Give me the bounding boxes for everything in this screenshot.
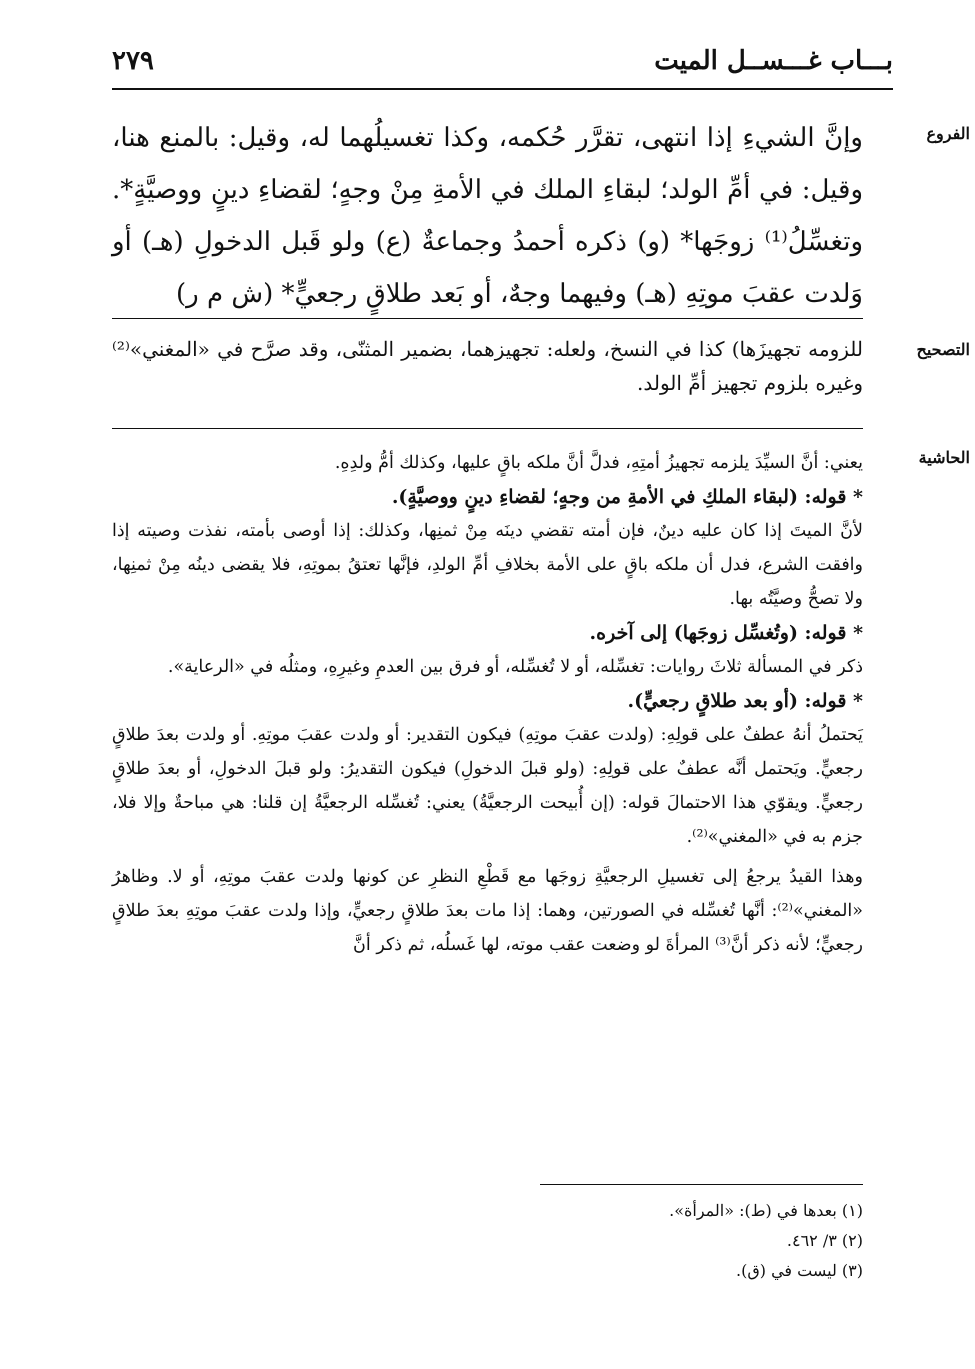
hashia-paragraph-2: ذكر في المسألة ثلاثَ روايات: تغسِّله، أو لا تُغسِّله، أو فرق بين العدمِ وغيرِهِ، ومثلُه في «الرعاية». — [167, 657, 863, 677]
footnote-1: (١) بعدها في (ط): «المرأة». — [669, 1201, 863, 1220]
hashia-section — [112, 446, 863, 962]
hashia-intro: يعني: أنَّ السيِّدَ يلزمه تجهيزُ أمتِهِ، فدلَّ أنَّ ملكه باقٍ عليها، وكذلك أمُّ ولدِهِ. — [334, 453, 863, 473]
label-tashih: التصحيح — [916, 340, 970, 359]
hashia-paragraph-1: لأنَّ الميتَ إذا كان عليه دينٌ، فإن أمته تقضي دينَه مِنْ ثمنِها، وكذلك: إذا أوصى بأمته، نفذت وصيته إذا وافقت الشرع، فدل أن ملكه باقٍ على الأمة بخلافِ أمِّ الولدِ، فإنَّها تعتقُ بموتِهِ، فلا يقضى دينُه مِنْ ثمنِها، ولا تصحُّ وصيَّتُه بها. — [112, 521, 863, 609]
page-header — [112, 40, 893, 86]
tashih-text: للزومه تجهيزَها) كذا في النسخ، ولعله: تجهيزهما، بضمير المثنّى، وقد صرَّح في «المغني»⁽²⁾ وغيره بلزوم تجهيز أمِّ الولد. — [112, 337, 863, 395]
qawl-heading-2: * قوله: (وتُغسِّل زوجَها) إلى آخره. — [589, 622, 863, 644]
chapter-title: بـــاب غـــســل الميت — [654, 46, 893, 76]
hashia-paragraph-3: يَحتملُ أنهُ عطفٌ على قولِهِ: (ولدت عقبَ موتِهِ) فيكون التقدير: أو ولدت عقبَ موتِهِ. أو ولدت بعدَ طلاقٍ رجعيٍّ. ويَحتمل أنَّه عطفٌ على قولِهِ: (ولو قبلَ الدخولِ) فيكون التقديرُ: ولو قبلَ الدخولِ، أو بعدَ طلاقٍ رجعيٍّ. ويقوّي هذا الاحتمالَ قوله: (إن أُبيحت الرجعيَّةُ) يعني: تُغسِّله الرجعيَّةُ إن قلنا: هي مباحةٌ وإلا فلا، جزم به في «المغني»⁽²⁾. — [112, 725, 863, 847]
furu-divider — [112, 318, 863, 319]
footnote-2: (٢) ٣/ ٤٦٢. — [786, 1231, 863, 1250]
page-number: ٢٧٩ — [112, 46, 154, 76]
tashih-divider — [112, 428, 863, 429]
header-rule — [112, 88, 893, 90]
qawl-heading-1: * قوله: (لبقاء الملكِ في الأمةِ من وجهٍ؛ لقضاءِ دينٍ ووصيَّةٍ). — [391, 486, 863, 508]
footnote-3: (٣) ليست في (ق). — [736, 1261, 863, 1280]
furu-text: وإنَّ الشيءِ إذا انتهى، تقرَّر حُكمه، وكذا تغسيلُهما له، وقيل: بالمنع هنا، وقيل: في أمِّ الولد؛ لبقاءِ الملك في الأمةِ مِنْ وجهٍ؛ لقضاءِ دينٍ ووصيَّةٍ*. وتغسِّلُ⁽¹⁾ زوجَها* (و) ذكره أحمدُ وجماعةٌ (ع) ولو قَبل الدخولِ (هـ) أو وَلدت عقبَ موتِهِ (هـ) وفيهما وجهٌ، أو بَعد طلاقٍ رجعيٍّ* (ش م ر) — [112, 123, 863, 309]
qawl-heading-3: * قوله: (أو بعد طلاقٍ رجعيٍّ). — [627, 690, 863, 712]
label-furu: الفروع — [926, 124, 970, 143]
label-hashia: الحاشية — [918, 448, 970, 467]
footnotes — [112, 1196, 863, 1286]
footnote-divider — [540, 1184, 863, 1185]
hashia-paragraph-4: وهذا القيدُ يرجعُ إلى تغسيلِ الرجعيَّةِ زوجَها مع قَطْعِ النظرِ عن كونها ولدت عقبَ موتِهِ، أو لا. وظاهرُ «المغني»⁽²⁾: أنَّها تُغسِّله في الصورتين، وهما: إذا مات بعدَ طلاقٍ رجعيٍّ، وإذا ولدت عقبَ موتِهِ بعدَ طلاقٍ رجعيٍّ؛ لأنه ذكر أنَّ⁽³⁾ المرأةَ لو وضعت عقب موته، لها غَسلُه، ثم ذكر أنَّ — [112, 867, 863, 955]
